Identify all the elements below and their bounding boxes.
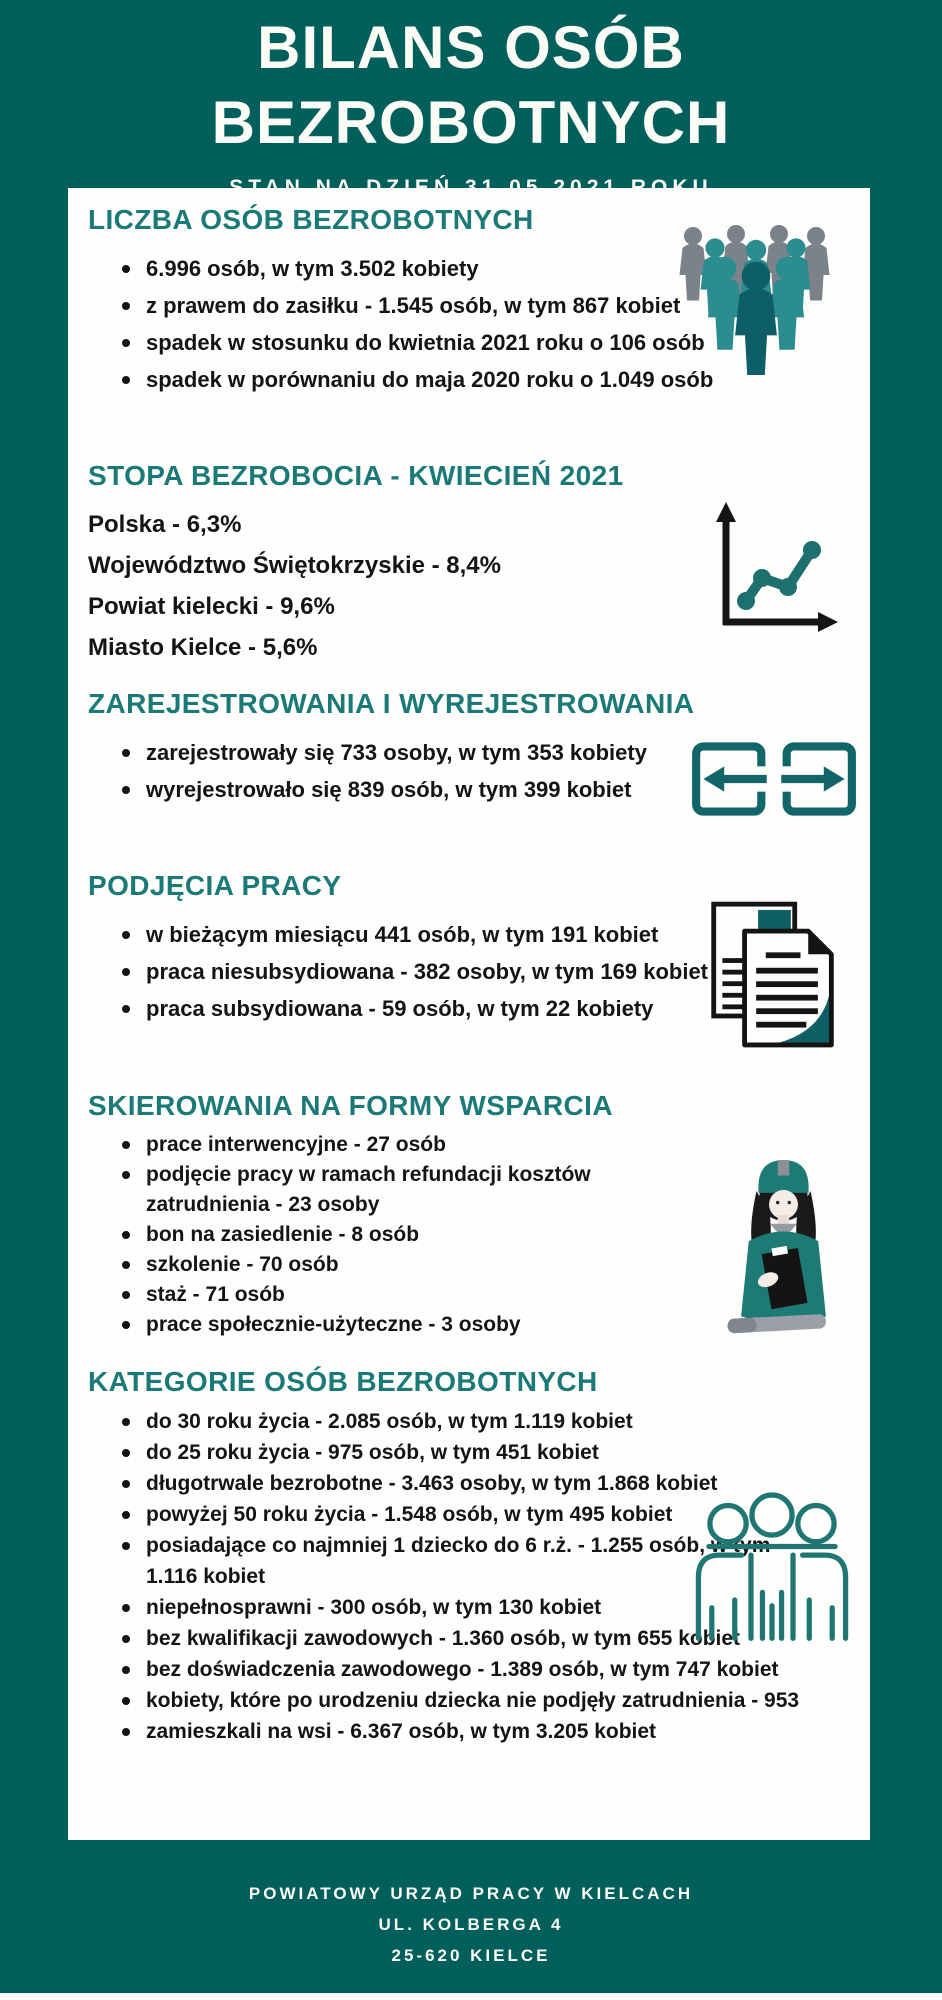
bullet-item: zarejestrowały się 733 osoby, w tym 353 kobiety	[116, 734, 756, 771]
stat-line: Miasto Kielce - 5,6%	[88, 634, 318, 661]
section-heading: ZAREJESTROWANIA I WYREJESTROWANIA	[88, 688, 695, 719]
section-heading: KATEGORIE OSÓB BEZROBOTNYCH	[88, 1366, 598, 1397]
bullet-item: wyrejestrowało się 839 osób, w tym 399 kobiet	[116, 771, 756, 808]
stat-line: Powiat kielecki - 9,6%	[88, 593, 335, 620]
line-chart-icon	[696, 488, 846, 643]
bullet-item: bon na zasiedlenie - 8 osób	[116, 1220, 676, 1250]
footer-line: 25-620 KIELCE	[391, 1946, 551, 1965]
bottom-strip	[0, 1993, 942, 2000]
bullet-list	[68, 734, 756, 808]
crowd-icon	[663, 224, 843, 389]
content-card	[68, 188, 870, 1840]
bullet-item: praca niesubsydiowana - 382 osoby, w tym 169 kobiet	[116, 953, 756, 990]
bullet-item: bez doświadczenia zawodowego - 1.389 osób, w tym 747 kobiet	[116, 1654, 816, 1685]
bullet-list	[68, 1130, 676, 1340]
bullet-item: z prawem do zasiłku - 1.545 osób, w tym 867 kobiet	[116, 287, 756, 324]
bullet-item: niepełnosprawni - 300 osób, w tym 130 kobiet	[116, 1592, 816, 1623]
bullet-item: posiadające co najmniej 1 dziecko do 6 r.ż. - 1.255 osób, w tym 1.116 kobiet	[116, 1530, 816, 1592]
bullet-item: kobiety, które po urodzeniu dziecka nie podjęły zatrudnienia - 953	[116, 1685, 816, 1716]
section-heading: STOPA BEZROBOCIA - KWIECIEŃ 2021	[88, 460, 624, 491]
section-heading: LICZBA OSÓB BEZROBOTNYCH	[88, 204, 534, 235]
bullet-item: bez kwalifikacji zawodowych - 1.360 osób, w tym 655 kobiet	[116, 1623, 816, 1654]
header	[0, 0, 942, 200]
bullet-item: prace społecznie-użyteczne - 3 osoby	[116, 1310, 676, 1340]
in-out-arrows-icon	[688, 736, 860, 822]
bullet-item: 6.996 osób, w tym 3.502 kobiety	[116, 250, 756, 287]
bullet-item: powyżej 50 roku życia - 1.548 osób, w tym 495 kobiet	[116, 1499, 816, 1530]
bullet-item: w bieżącym miesiącu 441 osób, w tym 191 kobiet	[116, 916, 756, 953]
stat-line: Polska - 6,3%	[88, 511, 242, 538]
bullet-item: szkolenie - 70 osób	[116, 1250, 676, 1280]
bullet-item: spadek w porównaniu do maja 2020 roku o 1.049 osób	[116, 361, 756, 398]
bullet-list	[68, 916, 756, 1027]
bullet-item: długotrwale bezrobotne - 3.463 osoby, w tym 1.868 kobiet	[116, 1468, 816, 1499]
footer-line: UL. KOLBERGA 4	[378, 1915, 564, 1934]
bullet-item: podjęcie pracy w ramach refundacji kosztów zatrudnienia - 23 osoby	[116, 1160, 676, 1220]
bullet-item: spadek w stosunku do kwietnia 2021 roku o 106 osób	[116, 324, 756, 361]
documents-icon	[706, 898, 841, 1053]
footer-line: POWIATOWY URZĄD PRACY W KIELCACH	[248, 1884, 694, 1903]
stat-line: Województwo Świętokrzyskie - 8,4%	[88, 552, 501, 579]
bullet-item: staż - 71 osób	[116, 1280, 676, 1310]
page-title: BILANS OSÓB BEZROBOTNYCH	[211, 14, 731, 156]
bullet-item: zamieszkali na wsi - 6.367 osób, w tym 3.205 kobiet	[116, 1716, 816, 1747]
bullet-list	[68, 250, 756, 398]
bullet-item: do 25 roku życia - 975 osób, w tym 451 kobiet	[116, 1437, 816, 1468]
bullet-item: do 30 roku życia - 2.085 osób, w tym 1.119 kobiet	[116, 1406, 816, 1437]
advisor-icon	[716, 1126, 851, 1336]
bullet-item: praca subsydiowana - 59 osób, w tym 22 kobiety	[116, 990, 756, 1027]
team-icon	[686, 1483, 858, 1655]
section-heading: SKIEROWANIA NA FORMY WSPARCIA	[88, 1090, 613, 1121]
footer	[0, 1878, 942, 1971]
section-heading: PODJĘCIA PRACY	[88, 870, 342, 901]
bullet-item: prace interwencyjne - 27 osób	[116, 1130, 676, 1160]
